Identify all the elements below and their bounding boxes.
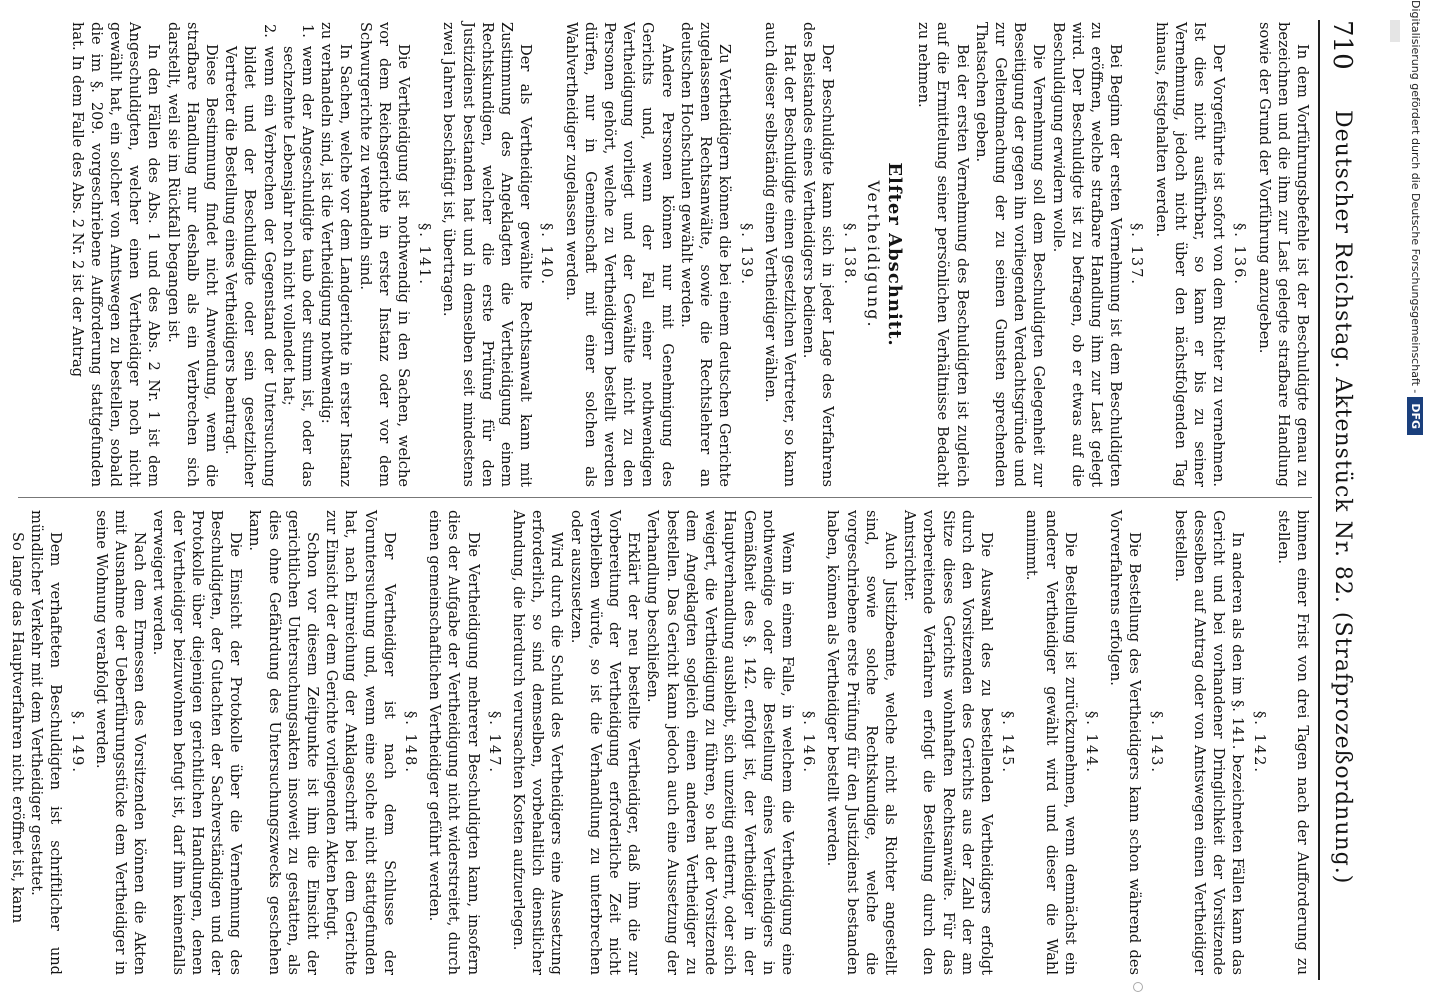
section-heading: §. 149.	[68, 710, 86, 775]
section-heading: §. 145.	[999, 710, 1017, 775]
running-title: Deutscher Reichstag. Aktenstück Nr. 82. (Strafprozeßordnung.)	[1330, 110, 1355, 885]
paragraph: Der Beschuldigte kann sich in jeder Lage des Verfahrens des Beistandes eines Vertheidigers bedienen.	[800, 22, 837, 487]
section-heading: §. 146.	[800, 710, 818, 775]
page-header	[1318, 20, 1364, 980]
paragraph: Andere Personen können nur mit Genehmigung des Gerichts und, wenn der Fall einer nothwendigen Vertheidigung vorliegt und der Gewählte nicht zu den Personen gehört, welche zu Vertheidigern bestellt werden dürfen, nur in Gemeinschaft mit einer solchen als Wahlvertheidiger zugelassen werden.	[562, 22, 676, 487]
paragraph: Nach dem Ermessen des Vorsitzenden können die Akten mit Ausnahme der Ueberführungsstücke dem Vertheidiger in seine Wohnung verabfolgt werden.	[92, 510, 149, 975]
paragraph: Die Bestellung ist zurückzunehmen, wenn demnächst ein anderer Vertheidiger gewählt wird und dieser die Wahl annimmt.	[1023, 510, 1079, 975]
paragraph: Die Vernehmung soll dem Beschuldigten Gelegenheit zur Beseitigung der gegen ihn vorliegenden Verdachtsgründe und zur Geltendmachung der zu seinen Gunsten sprechenden Thatsachen geben.	[972, 22, 1048, 487]
paragraph: In dem Vorführungsbefehle ist der Beschuldigte genau zu bezeichnen und die ihm zur Last gelegte strafbare Handlung sowie der Grund der Vorführung anzugeben.	[1255, 22, 1311, 487]
paragraph: Auch Justizbeamte, welche nicht als Richter angestellt sind, sowie solche Rechtskundige, welche die vorgeschriebene erste Prüfung für den Justizdienst bestanden haben, können als Vertheidiger bestellt werden.	[824, 510, 899, 975]
paragraph: Der Vorgeführte ist sofort von dem Richter zu vernehmen. Ist dies nicht ausführbar, so kann er bis zu seiner Vernehmung, jedoch nicht über den nächstfolgenden Tag hinaus, festgehalten werden.	[1152, 22, 1228, 487]
paragraph: Schon vor diesem Zeitpunkte ist ihm die Einsicht der gerichtlichen Untersuchungsakten insoweit zu gestatten, als dies ohne Gefährdung des Untersuchungszwecks geschehen kann.	[246, 510, 322, 975]
section-heading: §. 148.	[402, 710, 420, 775]
section-heading: §. 140.	[538, 222, 556, 287]
chapter-title: Elfter Abschnitt.	[883, 162, 905, 347]
section-heading: §. 137.	[1128, 222, 1146, 287]
paragraph: Hat der Beschuldigte einen gesetzlichen Vertreter, so kann auch dieser selbständig einen Vertheidiger wählen.	[761, 22, 798, 487]
dfg-logo: DFG	[1407, 397, 1423, 435]
paragraph: Die Vertheidigung mehrerer Beschuldigten kann, insofern dies der Aufgabe der Vertheidigung nicht widerstreitet, durch einen gemeinschaftlichen Vertheidiger geführt werden.	[426, 510, 482, 975]
section-heading: §. 144.	[1082, 710, 1100, 775]
section-heading: §. 139.	[737, 222, 755, 287]
section-heading: §. 142.	[1250, 710, 1268, 775]
paragraph: Zu Vertheidigern können die bei einem deutschen Gerichte zugelassenen Rechtsanwälte, sowie die Rechtslehrer an deutschen Hochschulen gewählt werden.	[677, 22, 734, 487]
section-heading: §. 147.	[485, 710, 503, 775]
paragraph: In anderen als den im §. 141. bezeichneten Fällen kann das Gericht und bei vorhandener Dringlichkeit der Vorsitzende desselben auf Antrag oder von Amtswegen einen Vertheidiger bestellen.	[1171, 510, 1247, 975]
section-heading: §. 138.	[840, 222, 858, 287]
paragraph: Erklärt der neu bestellte Vertheidiger, daß ihm die zur Vorbereitung der Vertheidigung erforderliche Zeit nicht verbleiben würde, so ist die Verhandlung zu unterbrechen oder auszusetzen.	[567, 510, 643, 975]
digitization-side-label	[1398, 0, 1432, 1000]
paragraph: Die Auswahl des zu bestellenden Vertheidigers erfolgt durch den Vorsitzenden des Gerichts aus der Zahl der am Sitze dieses Gerichts wohnhaften Rechtsanwälte. Für das vorbereitende Verfahren erfolgt die Bestellung durch den Amtsrichter.	[901, 510, 995, 975]
list-item: 1. wenn der Angeschuldigte taub oder stumm ist, oder das sechzehnte Lebensjahr noch nicht vollendet hat;	[279, 24, 317, 487]
paragraph: In Sachen, welche vor dem Landgerichte in erster Instanz zu verhandeln sind, ist die Vertheidigung nothwendig:	[318, 22, 355, 487]
paragraph: Dem verhafteten Beschuldigten ist schriftlicher und mündlicher Verkehr mit dem Vertheidiger gestattet.	[28, 510, 65, 975]
paragraph: Bei der ersten Vernehmung des Beschuldigten ist zugleich auf die Ermittelung seiner persönlichen Verhältnisse Bedacht zu nehmen.	[915, 22, 971, 487]
scan-dot	[1133, 982, 1143, 992]
list-item: 2. wenn ein Verbrechen der Gegenstand der Untersuchung bildet und der Beschuldigte oder sein gesetzlicher Vertreter die Bestellung eines Vertheidigers beantragt.	[222, 24, 278, 487]
paragraph: Bei Beginn der ersten Vernehmung ist dem Beschuldigten zu eröffnen, welche strafbare Handlung ihm zur Last gelegt wird. Der Beschuldigte ist zu befragen, ob er etwas auf die Beschuldigung erwidern wolle.	[1049, 22, 1125, 487]
paragraph: In den Fällen des Abs. 1 und des Abs. 2 Nr. 1 ist dem Angeschuldigten, welcher einen Vertheidiger noch nicht gewählt hat, ein solcher von Amtswegen zu bestellen, sobald die im §. 209. vorgeschriebene Aufforderung stattgefunden hat. In dem Falle des Abs. 2 Nr. 2 ist der Antrag	[68, 22, 163, 487]
paragraph: Der Vertheidiger ist nach dem Schlusse der Voruntersuchung und, wenn eine solche nicht stattgefunden hat, nach Einreichung der Anklageschrift bei dem Gerichte zur Einsicht der dem Gerichte vorliegenden Akten befugt.	[323, 510, 398, 975]
paragraph-continued: binnen einer Frist von drei Tagen nach der Aufforderung zu stellen.	[1274, 510, 1311, 975]
paragraph: Wenn in einem Falle, in welchem die Vertheidigung eine nothwendige oder die Bestellung eines Vertheidigers in Gemäßheit des §. 142. erfolgt ist, der Vertheidiger in der Hauptverhandlung ausbleibt, sich unzeitig entfernt, oder sich weigert, die Vertheidigung zu führen, so hat der Vorsitzende dem Angeklagten sogleich einen anderen Vertheidiger zu bestellen. Das Gericht kann jedoch auch eine Aussetzung der Verhandlung beschließen.	[644, 510, 796, 975]
paragraph: Der als Vertheidiger gewählte Rechtsanwalt kann mit Zustimmung des Angeklagten die Vertheidigung einem Rechtskundigen, welcher die erste Prüfung für den Justizdienst bestanden hat und in demselben seit mindestens zwei Jahren beschäftigt ist, übertragen.	[440, 22, 535, 487]
section-heading: §. 141.	[416, 222, 434, 287]
section-heading: §. 143.	[1147, 710, 1165, 775]
paragraph: So lange das Hauptverfahren nicht eröffnet ist, kann	[9, 532, 26, 924]
section-heading: §. 136.	[1231, 222, 1249, 287]
paragraph: Die Vertheidigung ist nothwendig in den Sachen, welche vor dem Reichsgerichte in erster Instanz oder vor dem Schwurgerichte zu verhandeln sind.	[356, 22, 413, 487]
left-text-column	[67, 22, 1312, 487]
chapter-subtitle: Vertheidigung.	[863, 180, 883, 329]
paragraph: Wird durch die Schuld des Vertheidigers eine Aussetzung erforderlich, so sind demselben, vorbehaltlich dienstlicher Ahndung, die hierdurch verursachten Kosten aufzuerlegen.	[510, 510, 566, 975]
right-text-column	[8, 510, 1312, 975]
paragraph: Diese Bestimmung findet nicht Anwendung, wenn die strafbare Handlung nur deshalb als ein Verbrechen sich darstellt, weil sie im Rückfall begangen ist.	[164, 22, 221, 487]
paragraph: Die Bestellung des Vertheidigers kann schon während des Vorverfahrens erfolgen.	[1107, 510, 1144, 975]
digitization-credit: Digitalisierung gefördert durch die Deutsche Forschungsgemeinschaft -	[1409, 0, 1422, 394]
page-number: 710	[1327, 20, 1357, 70]
paragraph: Die Einsicht der Protokolle über die Vernehmung des Beschuldigten, der Gutachten der Sachverständigen und der Protokolle über diejenigen gerichtlichen Handlungen, denen der Vertheidiger beizuwohnen befugt ist, darf ihm keinenfalls verweigert werden.	[150, 510, 245, 975]
column-divider	[18, 497, 1312, 498]
